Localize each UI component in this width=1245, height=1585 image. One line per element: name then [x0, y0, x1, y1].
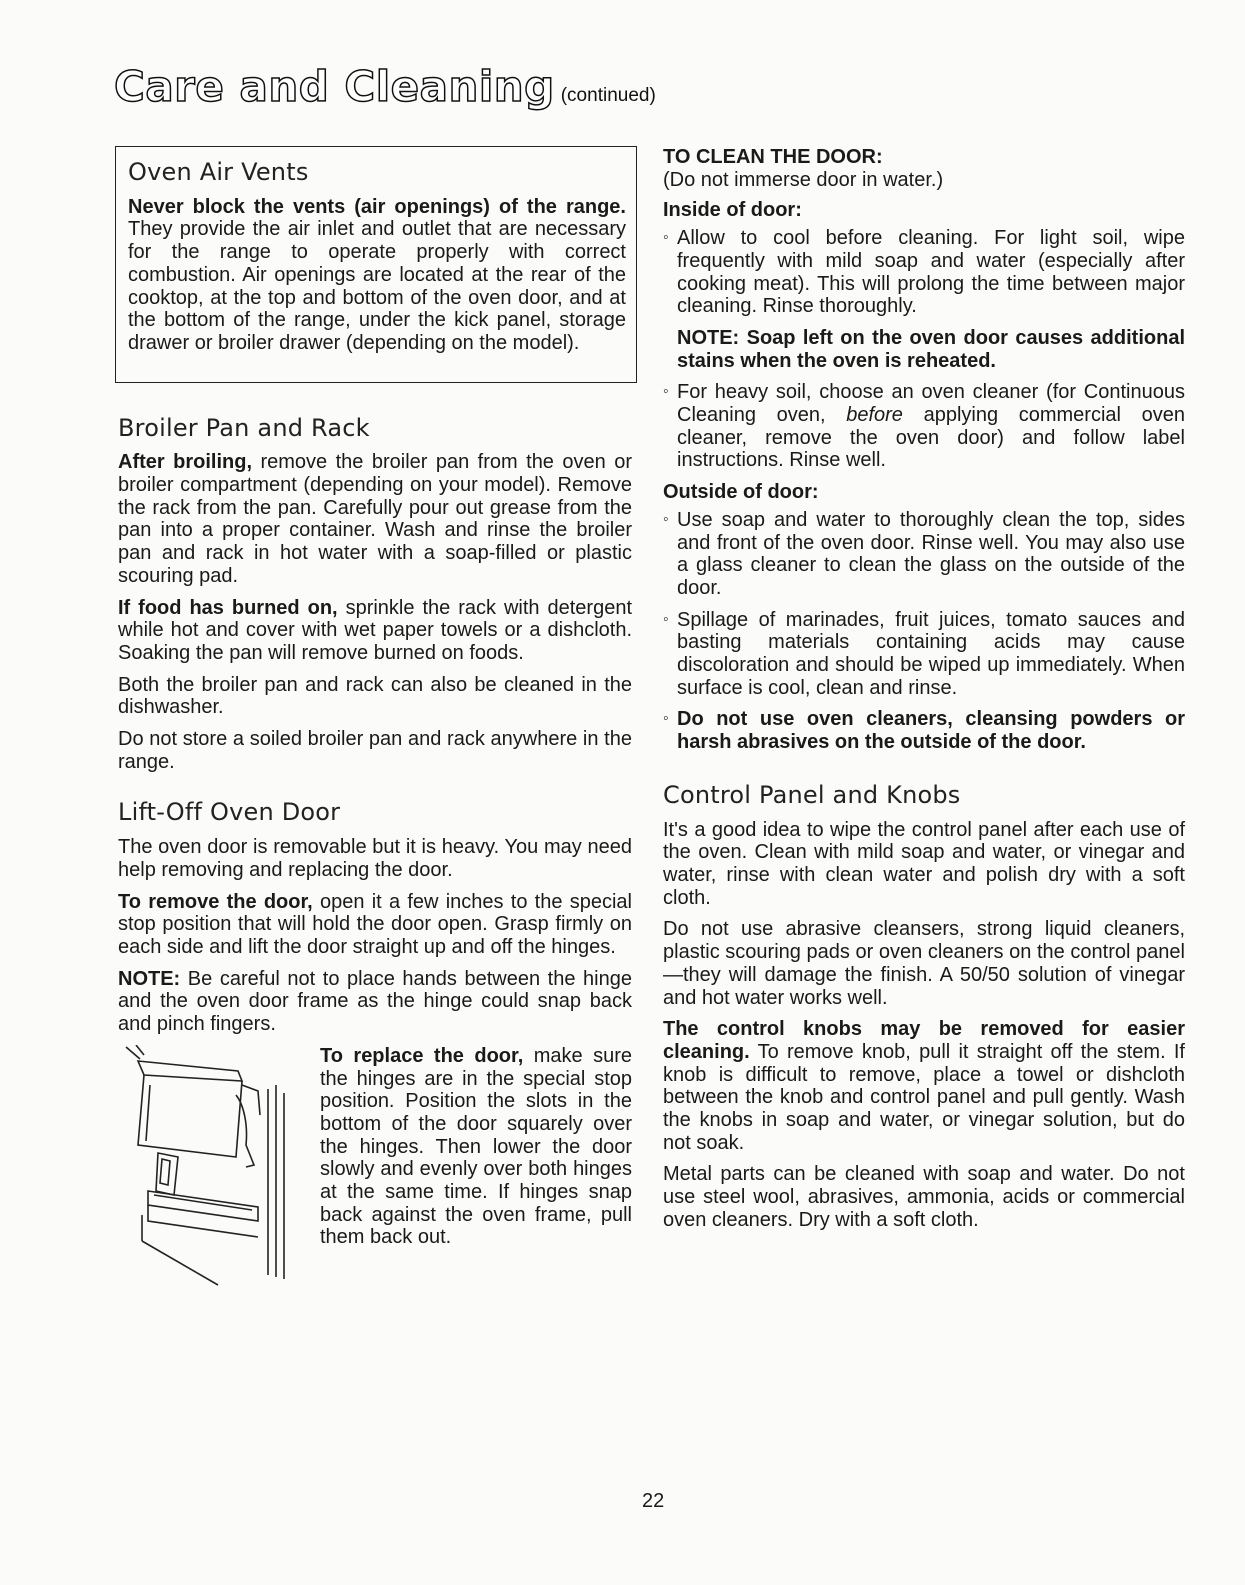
- inside-door-bullet-2-emphasis: before: [846, 404, 903, 427]
- outside-door-bullet-2: ◦ Spillage of marinades, fruit juices, tomato sauces and basting materials containing acids may cause discoloration and should be wiped up immediately. When surface is cool, clean and rinse.: [663, 609, 1185, 700]
- replace-door-block: [118, 1045, 632, 1290]
- outside-door-heading: Outside of door:: [663, 481, 819, 504]
- control-panel-para-3: [663, 1018, 1185, 1154]
- broiler-para-2-body: sprinkle the rack with detergent while hot and cover with wet paper towels or a dishcloth. Soaking the pan will remove burned on foods.: [118, 596, 632, 664]
- air-vents-body: They provide the air inlet and outlet that are necessary for the range to operate properly with correct combustion. Air openings are located at the rear of the cooktop, at the top and bottom of the oven door, and at the bottom of the range, under the kick panel, storage drawer or broiler drawer (depending on the model).: [128, 218, 626, 354]
- replace-door-lead: To replace the door,: [320, 1044, 524, 1067]
- control-panel-para-3-lead: The control knobs may be removed for easier cleaning.: [663, 1018, 1185, 1063]
- page-title-continued: (continued): [560, 85, 656, 106]
- broiler-section: [118, 413, 632, 774]
- outside-door-bullet-1: ◦ Use soap and water to thoroughly clean the top, sides and front of the oven door. Rinse well. You may also use a glass cleaner to clean the glass on the outside of the door.: [663, 509, 1185, 600]
- air-vents-text: [128, 196, 626, 355]
- inside-door-note: NOTE: Soap left on the oven door causes additional stains when the oven is reheated.: [677, 326, 1185, 372]
- page-title: [114, 62, 656, 111]
- broiler-para-4: Do not store a soiled broiler pan and rack anywhere in the range.: [118, 728, 632, 773]
- air-vents-heading: Oven Air Vents: [128, 158, 309, 186]
- replace-door-body: make sure the hinges are in the special stop position. Position the slots in the bottom of the door squarely over the hinges. Then lower the door slowly and evenly over both hinges at the same time. If hinges snap back against the oven frame, pull them back out.: [320, 1044, 632, 1249]
- lift-off-note-body: Be careful not to place hands between the hinge and the oven door frame as the hinge could snap back and pinch fingers.: [118, 967, 632, 1036]
- clean-door-heading: TO CLEAN THE DOOR:: [663, 146, 883, 168]
- control-panel-para-1: It's a good idea to wipe the control panel after each use of the oven. Clean with mild soap and water, or vinegar and water, rinse with clean water and polish dry with a soft cloth.: [663, 818, 1185, 909]
- air-vents-warning: Never block the vents (air openings) of the range.: [128, 195, 626, 218]
- control-panel-para-3-body: To remove knob, pull it straight off the stem. If knob is difficult to remove, place a towel or dishcloth between the knob and control panel and pull gently. Wash the knobs in soap and water, or vinegar solution, but do not soak.: [663, 1040, 1185, 1154]
- control-panel-heading: Control Panel and Knobs: [663, 780, 961, 809]
- control-panel-para-4: Metal parts can be cleaned with soap and water. Do not use steel wool, abrasives, ammonia, acids or commercial oven cleaners. Dry with a soft cloth.: [663, 1163, 1185, 1231]
- control-panel-para-2: Do not use abrasive cleansers, strong liquid cleaners, plastic scouring pads or oven cleaners on the control panel—they will damage the finish. A 50/50 solution of vinegar and hot water works well.: [663, 918, 1185, 1009]
- right-column: [663, 146, 1185, 1241]
- broiler-heading: Broiler Pan and Rack: [118, 413, 370, 442]
- air-vents-box: [115, 146, 637, 383]
- lift-off-section: [118, 798, 632, 1289]
- lift-off-heading: Lift-Off Oven Door: [118, 798, 341, 827]
- lift-off-note-lead: NOTE:: [118, 967, 181, 990]
- broiler-para-2-lead: If food has burned on,: [118, 596, 338, 619]
- replace-door-text: [320, 1045, 632, 1290]
- outside-door-bullet-3: ◦ Do not use oven cleaners, cleansing powders or harsh abrasives on the outside of the door.: [663, 708, 1185, 753]
- inside-door-bullet-2-pre: For heavy soil, choose an oven cleaner (for Continuous Cleaning oven,: [677, 381, 1185, 427]
- clean-door-caution: (Do not immerse door in water.): [663, 168, 944, 191]
- oven-door-hinge-illustration: [118, 1045, 306, 1290]
- page-title-main: Care and Cleaning: [114, 62, 555, 111]
- broiler-para-3: Both the broiler pan and rack can also be cleaned in the dishwasher.: [118, 673, 632, 719]
- broiler-para-2: [118, 597, 632, 665]
- lift-off-para-2-body: open it a few inches to the special stop position that will hold the door open. Grasp firmly on each side and lift the door straight up and off the hinges.: [118, 890, 632, 958]
- control-panel-section: [663, 780, 1185, 1232]
- broiler-para-1-body: remove the broiler pan from the oven or broiler compartment (depending on your model). Remove the rack from the pan. Carefully pour out grease from the pan into a proper container. Wash and rinse the broiler pan and rack in hot water with a soap-filled or plastic scouring pad.: [118, 451, 632, 587]
- lift-off-note: [118, 968, 632, 1036]
- inside-door-bullet-1: ◦ Allow to cool before cleaning. For light soil, wipe frequently with mild soap and water (especially after cooking meat). This will prolong the time between major cleaning. Rinse thoroughly.: [663, 227, 1185, 318]
- lift-off-para-2: [118, 891, 632, 959]
- broiler-para-1: [118, 451, 632, 587]
- inside-door-bullet-2: [663, 381, 1185, 472]
- lift-off-para-1: The oven door is removable but it is heavy. You may need help removing and replacing the door.: [118, 836, 632, 881]
- inside-door-bullet-2-post: applying commercial oven cleaner, remove the oven door) and follow label instructions. Rinse well.: [677, 404, 1186, 472]
- broiler-para-1-lead: After broiling,: [118, 451, 252, 474]
- left-column: [118, 146, 632, 1290]
- inside-door-heading: Inside of door:: [663, 199, 802, 222]
- page-number: 22: [642, 1490, 665, 1512]
- lift-off-para-2-lead: To remove the door,: [118, 890, 313, 913]
